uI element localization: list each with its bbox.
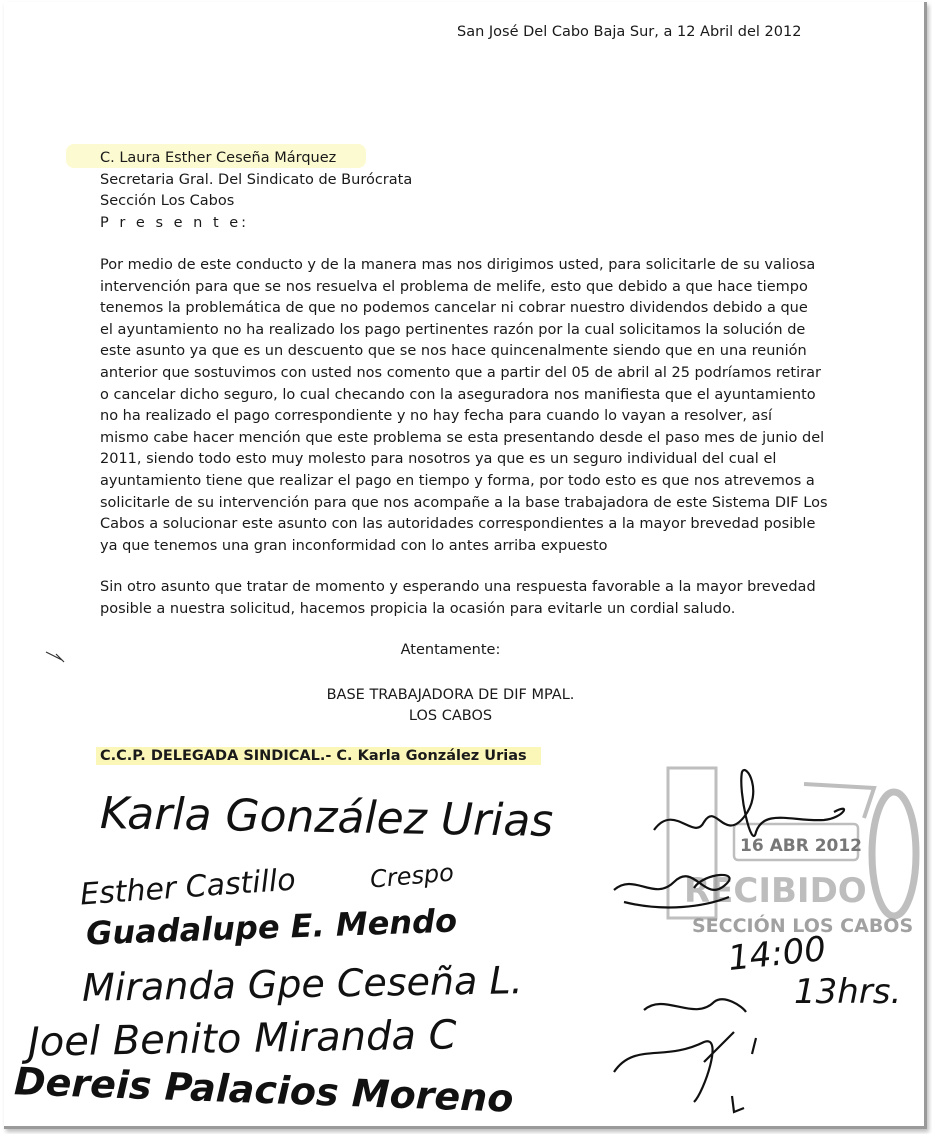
body-line: ya que tenemos una gran inconformidad con lo antes arriba expuesto xyxy=(100,537,608,554)
body-paragraph xyxy=(100,255,828,557)
closing-line: Sin otro asunto que tratar de momento y esperando una respuesta favorable a la mayor brevedad xyxy=(100,579,816,595)
body-line: o cancelar dicho seguro, lo cual checando con la aseguradora nos manifiesta que el ayuntamiento xyxy=(100,386,816,403)
body-line: anterior que sostuvimos con usted nos comento que a partir del 05 de abril al 25 podríamos retirar xyxy=(100,364,821,381)
signature-esther: Esther Castillo xyxy=(79,862,297,913)
body-line: solicitarle de su intervención para que nos acompañe a la base trabajadora de este Sistema DIF Los xyxy=(100,494,828,511)
body-line: este asunto ya que es un descuento que se nos hace quincenalmente siendo que en una reunión xyxy=(100,343,807,360)
signature-miranda: Miranda Gpe Ceseña L. xyxy=(81,958,523,1010)
signature-karla: Karla González Urias xyxy=(99,788,554,847)
stamp-word: RECIBIDO xyxy=(684,871,867,911)
body-line: tenemos la problemática de que no podemos cancelar ni cobrar nuestro dividendos debido a que xyxy=(100,300,808,317)
stray-mark xyxy=(44,648,74,668)
organization-block xyxy=(4,685,897,727)
stamp-date: 16 ABR 2012 xyxy=(740,836,863,856)
date-line: San José Del Cabo Baja Sur, a 12 Abril del 2012 xyxy=(457,24,802,40)
body-line: 2011, siendo todo esto muy molesto para nosotros ya que es un seguro individual del cual el xyxy=(100,451,777,468)
signature-dereis: Dereis Palacios Moreno xyxy=(13,1059,515,1121)
closing-paragraph xyxy=(100,577,816,620)
signature-crespo: Crespo xyxy=(368,858,455,894)
recipient-position: Secretaria Gral. Del Sindicato de Burócrata xyxy=(100,171,413,188)
signatures-area xyxy=(4,762,924,1126)
body-line: Cabos a solucionar este asunto con las autoridades correspondientes a la mayor brevedad posible xyxy=(100,516,816,533)
signature-guadalupe: Guadalupe E. Mendo xyxy=(85,901,458,953)
body-line: no ha realizado el pago correspondiente y no hay fecha para cuando lo vayan a resolver, así xyxy=(100,408,773,425)
body-line: mismo cabe hacer mención que este problema se esta presentando desde el paso mes de junio del xyxy=(100,429,825,446)
greeting: P r e s e n t e: xyxy=(100,214,250,231)
closing-line: posible a nuestra solicitud, hacemos propicia la ocasión para evitarle un cordial saludo. xyxy=(100,600,736,617)
sign-off: Atentamente: xyxy=(400,642,501,658)
letter-page xyxy=(4,2,927,1129)
organization-line-2: LOS CABOS xyxy=(408,708,493,724)
body-line: ayuntamiento tiene que realizar el pago en tiempo y forma, por todo esto es que nos atrevemos a xyxy=(100,472,815,489)
body-line: intervención para que se nos resuelva el problema de melife, esto que debido a que hace tiempo xyxy=(100,278,808,295)
body-line: el ayuntamiento no ha realizado los pago pertinentes razón por la cual solicitamos la solución de xyxy=(100,321,806,338)
stamp-section: SECCIÓN LOS CABOS xyxy=(692,915,914,937)
time-note-2: 13hrs. xyxy=(794,972,902,1012)
signature-joel: Joel Benito Miranda C xyxy=(27,1012,457,1066)
recipient-section: Sección Los Cabos xyxy=(100,193,235,209)
body-line: Por medio de este conducto y de la manera mas nos dirigimos usted, para solicitarle de su valiosa xyxy=(100,257,816,273)
time-note-1: 14:00 xyxy=(726,928,828,980)
recipient-block xyxy=(100,148,412,234)
ccp-line: C.C.P. DELEGADA SINDICAL.- C. Karla González Urias xyxy=(96,747,541,765)
recipient-name: C. Laura Esther Ceseña Márquez xyxy=(100,150,337,166)
organization-line-1: BASE TRABAJADORA DE DIF MPAL. xyxy=(326,687,575,703)
